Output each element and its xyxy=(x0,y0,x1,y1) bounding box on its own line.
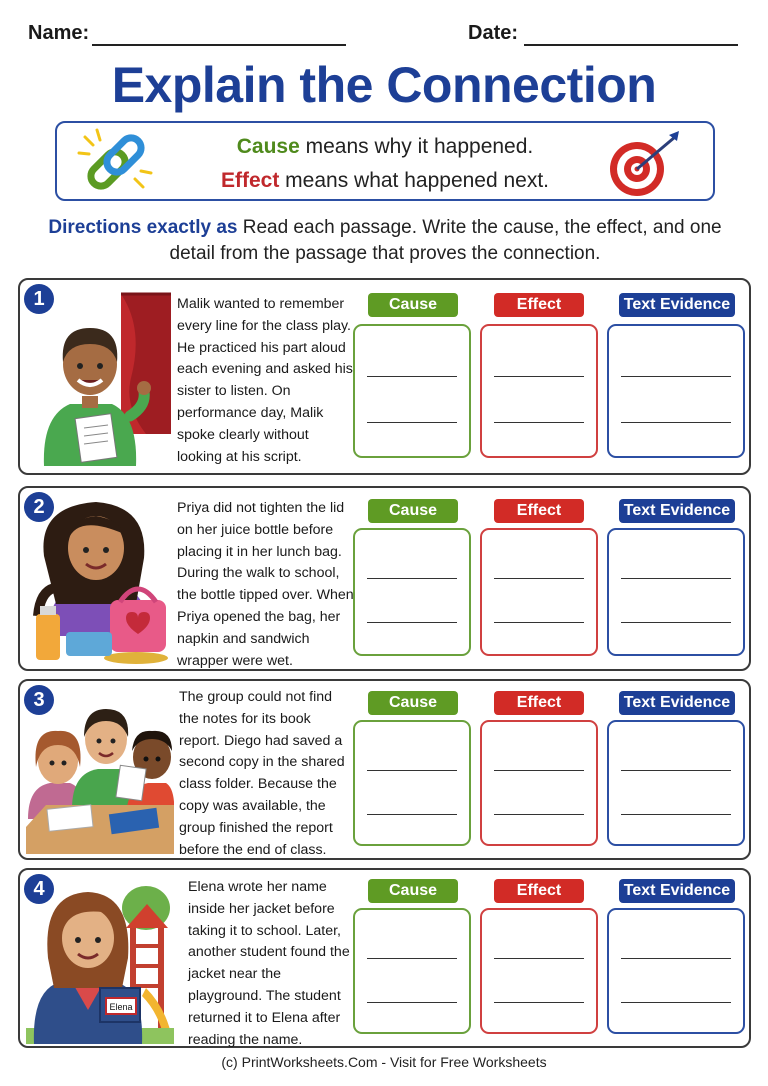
passage-text: Malik wanted to remember every line for the class play. He practiced his part aloud each evening and asked his sister to listen. On performance day, Malik spoke clearly without looking at his script. xyxy=(177,296,353,465)
passage-text: The group could not find the notes for its book report. Diego had saved a second copy in the shared class folder. Because the copy was available, the group finished the report before the end of class. xyxy=(179,689,345,858)
passage-card-1 xyxy=(18,278,751,475)
directions xyxy=(40,215,730,267)
effect-answer-box[interactable] xyxy=(480,528,598,656)
passage-number-badge: 4 xyxy=(24,874,54,904)
text-evidence-header: Text Evidence xyxy=(619,691,735,715)
date-field[interactable] xyxy=(524,44,738,46)
footer-credit: (c) PrintWorksheets.Com - Visit for Free Worksheets xyxy=(221,1054,547,1070)
passage-card-3 xyxy=(18,679,751,860)
boy-reading-script-illustration xyxy=(26,288,174,466)
cause-answer-box[interactable] xyxy=(353,908,471,1034)
effect-header: Effect xyxy=(494,499,584,523)
cause-answer-box[interactable] xyxy=(353,324,471,458)
cause-answer-box[interactable] xyxy=(353,720,471,846)
passage-text: Priya did not tighten the lid on her juice bottle before placing it in her lunch bag. During the walk to school, the bottle tipped over. When Priya opened the bag, her napkin and sandwich wrapper were wet. xyxy=(177,500,354,669)
effect-term: Effect xyxy=(220,169,280,192)
header-row xyxy=(28,20,738,50)
effect-answer-box[interactable] xyxy=(480,720,598,846)
text-evidence-header: Text Evidence xyxy=(619,879,735,903)
passage-card-2 xyxy=(18,486,751,671)
name-tag-label: Elena xyxy=(109,1002,133,1012)
text-evidence-header: Text Evidence xyxy=(619,499,735,523)
directions-lead: Directions exactly as xyxy=(48,217,238,238)
text-evidence-answer-box[interactable] xyxy=(607,720,745,846)
effect-header: Effect xyxy=(494,293,584,317)
page-title: Explain the Connection xyxy=(111,57,657,113)
effect-header: Effect xyxy=(494,879,584,903)
cause-answer-box[interactable] xyxy=(353,528,471,656)
text-evidence-answer-box[interactable] xyxy=(607,324,745,458)
passage-number-badge: 3 xyxy=(24,685,54,715)
text-evidence-answer-box[interactable] xyxy=(607,528,745,656)
target-icon xyxy=(603,129,683,199)
cause-term: Cause xyxy=(236,135,300,158)
effect-answer-box[interactable] xyxy=(480,324,598,458)
girl-with-name-jacket-illustration xyxy=(26,878,174,1044)
passage-card-4 xyxy=(18,868,751,1048)
effect-meaning: means what happened next. xyxy=(279,169,550,192)
date-label: Date: xyxy=(468,22,519,44)
text-evidence-answer-box[interactable] xyxy=(607,908,745,1034)
effect-answer-box[interactable] xyxy=(480,908,598,1034)
text-evidence-header: Text Evidence xyxy=(619,293,735,317)
cause-header: Cause xyxy=(368,499,458,523)
cause-meaning: means why it happened. xyxy=(299,135,534,158)
passage-number-badge: 2 xyxy=(24,492,54,522)
definitions-box xyxy=(55,121,715,201)
effect-header: Effect xyxy=(494,691,584,715)
passage-text: Elena wrote her name inside her jacket before taking it to school. Later, another student found the jacket near the playground. The student returned it to Elena after reading the name. xyxy=(188,879,350,1048)
cause-header: Cause xyxy=(368,293,458,317)
passage-number-badge: 1 xyxy=(24,284,54,314)
name-label: Name: xyxy=(28,22,90,44)
girl-with-lunch-bag-illustration xyxy=(26,496,174,666)
students-with-report-illustration xyxy=(26,689,174,854)
name-field[interactable] xyxy=(92,44,346,46)
cause-header: Cause xyxy=(368,879,458,903)
directions-text: Read each passage. Write the cause, the effect, and one detail from the passage that proves the connection. xyxy=(169,217,722,264)
cause-header: Cause xyxy=(368,691,458,715)
